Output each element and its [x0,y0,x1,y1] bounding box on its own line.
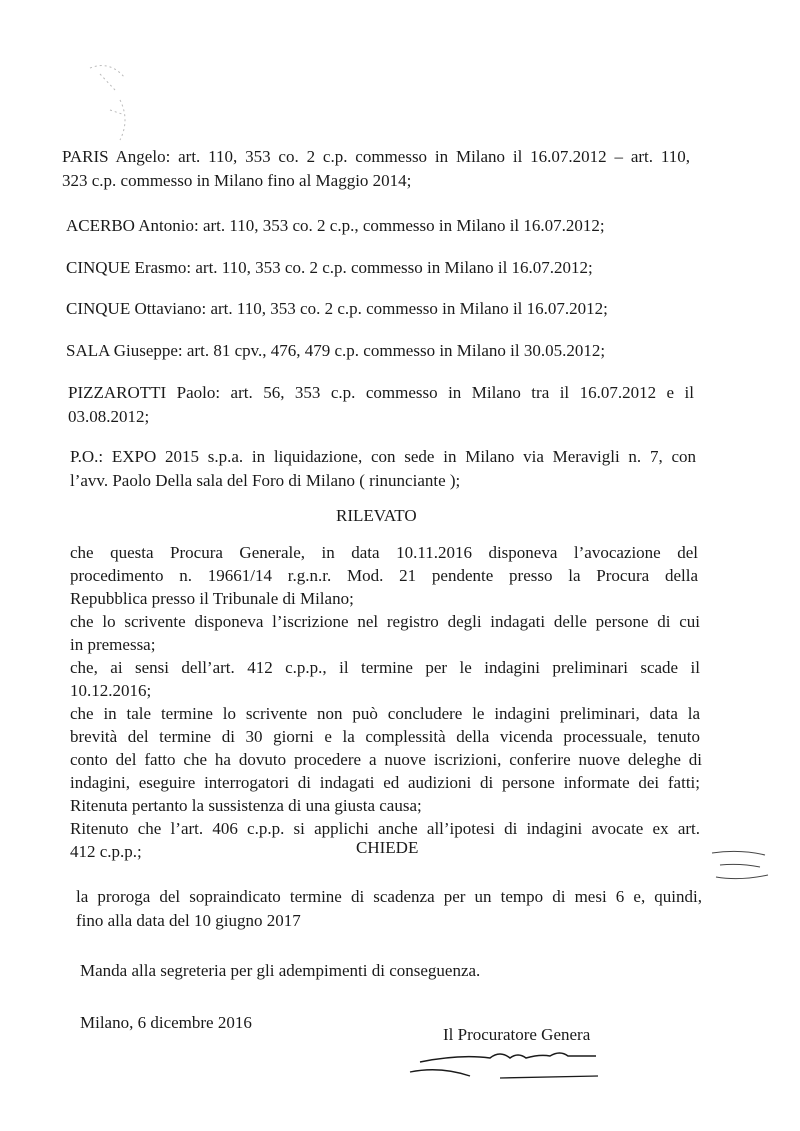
rilevato-line: Repubblica presso il Tribunale di Milano; [70,589,354,608]
defendant-line: 323 c.p. commesso in Milano fino al Maggio 2014; [62,171,412,190]
handwritten-signature [400,1040,620,1100]
closing-instruction: Manda alla segreteria per gli adempimenti di conseguenza. [80,961,481,980]
chiede-line: la proroga del sopraindicato termine di scadenza per un tempo di mesi 6 e, quindi, [76,887,702,906]
rilevato-line: brevità del termine di 30 giorni e la complessità della vicenda processuale, tenuto [70,727,700,746]
defendant-line: PARIS Angelo: art. 110, 353 co. 2 c.p. commesso in Milano il 16.07.2012 – art. 110, [62,147,690,166]
rilevato-line: che in tale termine lo scrivente non può concludere le indagini preliminari, data la [70,704,700,723]
rilevato-line: procedimento n. 19661/14 r.g.n.r. Mod. 21 pendente presso la Procura della [70,566,698,585]
rilevato-line: Ritenuta pertanto la sussistenza di una giusta causa; [70,796,422,815]
rilevato-line: 10.12.2016; [70,681,152,700]
section-heading-rilevato: RILEVATO [336,506,417,525]
rilevato-line: che, ai sensi dell’art. 412 c.p.p., il termine per le indagini preliminari scade il [70,658,700,677]
rilevato-line: conto del fatto che ha dovuto procedere a nuove iscrizioni, conferire nuove deleghe di [70,750,702,769]
defendant-line: 03.08.2012; [68,407,150,426]
defendant-line: SALA Giuseppe: art. 81 cpv., 476, 479 c.p. commesso in Milano il 30.05.2012; [66,341,606,360]
date-place: Milano, 6 dicembre 2016 [80,1013,252,1032]
defendant-line: CINQUE Erasmo: art. 110, 353 co. 2 c.p. commesso in Milano il 16.07.2012; [66,258,593,277]
faded-stamp-icon [80,60,150,150]
defendant-line: CINQUE Ottaviano: art. 110, 353 co. 2 c.p. commesso in Milano il 16.07.2012; [66,299,608,318]
defendant-line: PIZZAROTTI Paolo: art. 56, 353 c.p. commesso in Milano tra il 16.07.2012 e il [68,383,694,402]
rilevato-line: in premessa; [70,635,156,654]
chiede-line: fino alla data del 10 giugno 2017 [76,911,301,930]
rilevato-line: Ritenuto che l’art. 406 c.p.p. si applichi anche all’ipotesi di indagini avocate ex art. [70,819,700,838]
margin-mark [710,845,770,905]
rilevato-line: indagini, eseguire interrogatori di indagati ed audizioni di persone informate dei fatti; [70,773,700,792]
party-line: P.O.: EXPO 2015 s.p.a. in liquidazione, con sede in Milano via Meravigli n. 7, con [70,447,696,466]
rilevato-line: che lo scrivente disponeva l’iscrizione nel registro degli indagati delle persone di cui [70,612,700,631]
rilevato-line: 412 c.p.p.; [70,842,142,861]
signatory-title: Il Procuratore Genera [443,1025,591,1044]
rilevato-line: che questa Procura Generale, in data 10.11.2016 disponeva l’avocazione del [70,543,698,562]
section-heading-chiede: CHIEDE [356,838,419,857]
defendant-line: ACERBO Antonio: art. 110, 353 co. 2 c.p., commesso in Milano il 16.07.2012; [66,216,605,235]
party-line: l’avv. Paolo Della sala del Foro di Milano ( rinunciante ); [70,471,461,490]
